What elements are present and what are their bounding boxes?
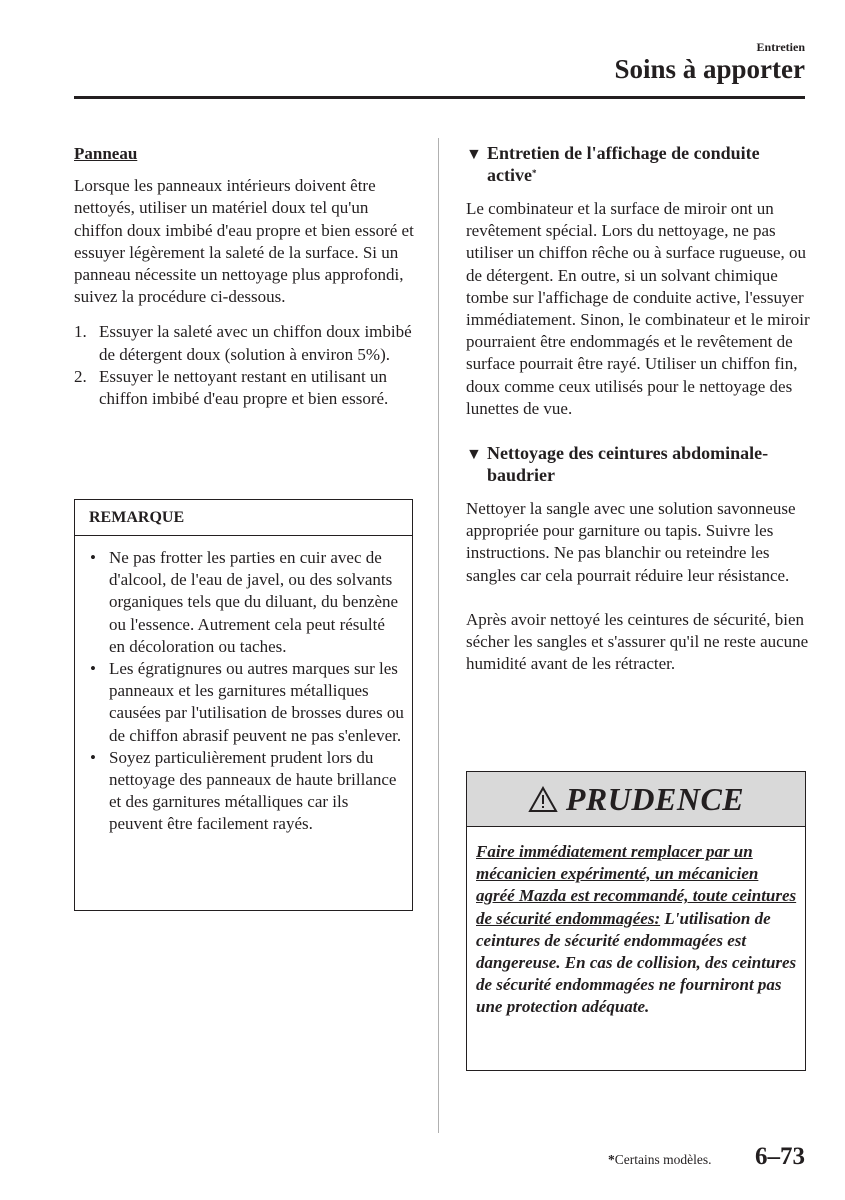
bullet-icon: • [90,659,96,679]
left-column [74,143,414,410]
footnote-asterisk: * [608,1152,615,1167]
remarque-item-text: Ne pas frotter les parties en cuir avec de d'alcool, de l'eau de javel, ou des solvants organiques tels que du diluant, du benzène ou l'essence. Autrement cela peut résulté en décoloration ou taches. [109,548,399,656]
step-text: Essuyer le nettoyant restant en utilisant un chiffon imbibé d'eau propre et bien essoré. [99,366,389,409]
section-title-affichage: Entretien de l'affichage de conduite active [487,143,760,185]
right-column [466,142,811,675]
prudence-header [467,772,805,827]
step-text: Essuyer la saleté avec un chiffon doux imbibé de détergent doux (solution à environ 5%). [99,322,412,364]
remarque-item [88,747,404,836]
triangle-down-icon: ▼ [466,146,482,163]
remarque-item-text: Les égratignures ou autres marques sur les panneaux et les garnitures métalliques causées par l'utilisation de brosses dures ou de chiffon abrasif peuvent ne pas s'enlever. [109,659,404,745]
section-title-ceintures: Nettoyage des ceintures abdominale-baudrier [487,443,769,486]
affichage-body: Le combinateur et la surface de miroir ont un revêtement spécial. Lors du nettoyage, ne pas utiliser un chiffon rêche ou à surface rugueuse, ou de détergent. En outre, si un solvant chimique tombe sur l'affichage de conduite active, l'essuyer immédiatement. Sinon, le combinateur et le miroir pourraient être endommagés et le revêtement de surface pourrait être rayé. Utiliser un chiffon fin, doux comme ceux utilisés pour le nettoyage des lunettes de vue. [466,199,810,418]
remarque-box [74,499,413,911]
footnote [608,1152,711,1168]
cleaning-steps [74,321,414,410]
footnote-text: Certains modèles. [614,1152,712,1167]
remarque-list [75,547,412,836]
remarque-item [88,658,404,747]
step-number: 1. [74,322,87,342]
prudence-instruction: Faire immédiatement remplacer par un mécanicien expérimenté, un mécanicien agréé Mazda est recommandé, toute ceintures de sécurité endommagées: [476,842,797,928]
section-heading-ceintures [466,442,811,486]
page-number: 6–73 [755,1143,805,1170]
header-section-label: Entretien [756,40,805,54]
warning-triangle-icon [528,786,558,813]
header-rule [74,96,805,99]
column-divider [438,138,439,1133]
page-title: Soins à apporter [614,54,805,84]
section-heading-affichage [466,142,811,186]
triangle-down-icon: ▼ [466,446,482,464]
step-number: 2. [74,366,87,386]
prudence-body [467,827,805,1019]
bullet-icon: • [90,747,96,767]
bullet-icon: • [90,548,96,567]
remarque-title: REMARQUE [75,500,412,536]
panneau-heading: Panneau [74,144,138,163]
step-item [74,366,414,410]
step-item [74,321,414,365]
prudence-explanation: L'utilisation de ceintures de sécurité endommagées est dangereuse. En cas de collision, des ceintures de sécurité endommagées ne fourniront pas une protection adéquate. [476,908,797,1017]
asterisk-marker: * [531,168,537,178]
panneau-intro: Lorsque les panneaux intérieurs doivent être nettoyés, utiliser un matériel doux tel qu'un chiffon doux imbibé d'eau propre et bien essoré et essuyer légèrement la saleté de la surface. Si un panneau nécessite un nettoyage plus approfondi, suivez la procédure ci-dessous. [74,176,414,307]
ceintures-body-1: Nettoyer la sangle avec une solution savonneuse appropriée pour garniture ou tapis. Suivre les instructions. Ne pas blanchir ou reteindre les sangles car cela pourrait réduire leur résistance. [466,499,796,585]
remarque-item [88,547,404,658]
remarque-item-text: Soyez particulièrement prudent lors du nettoyage des panneaux de haute brillance et des garnitures métalliques car ils peuvent être facilement rayés. [109,747,397,834]
ceintures-body-2: Après avoir nettoyé les ceintures de sécurité, bien sécher les sangles et s'assurer qu'il ne reste aucune humidité avant de les rétracter. [466,609,809,674]
prudence-box [466,771,806,1071]
prudence-title: PRUDENCE [565,780,745,817]
